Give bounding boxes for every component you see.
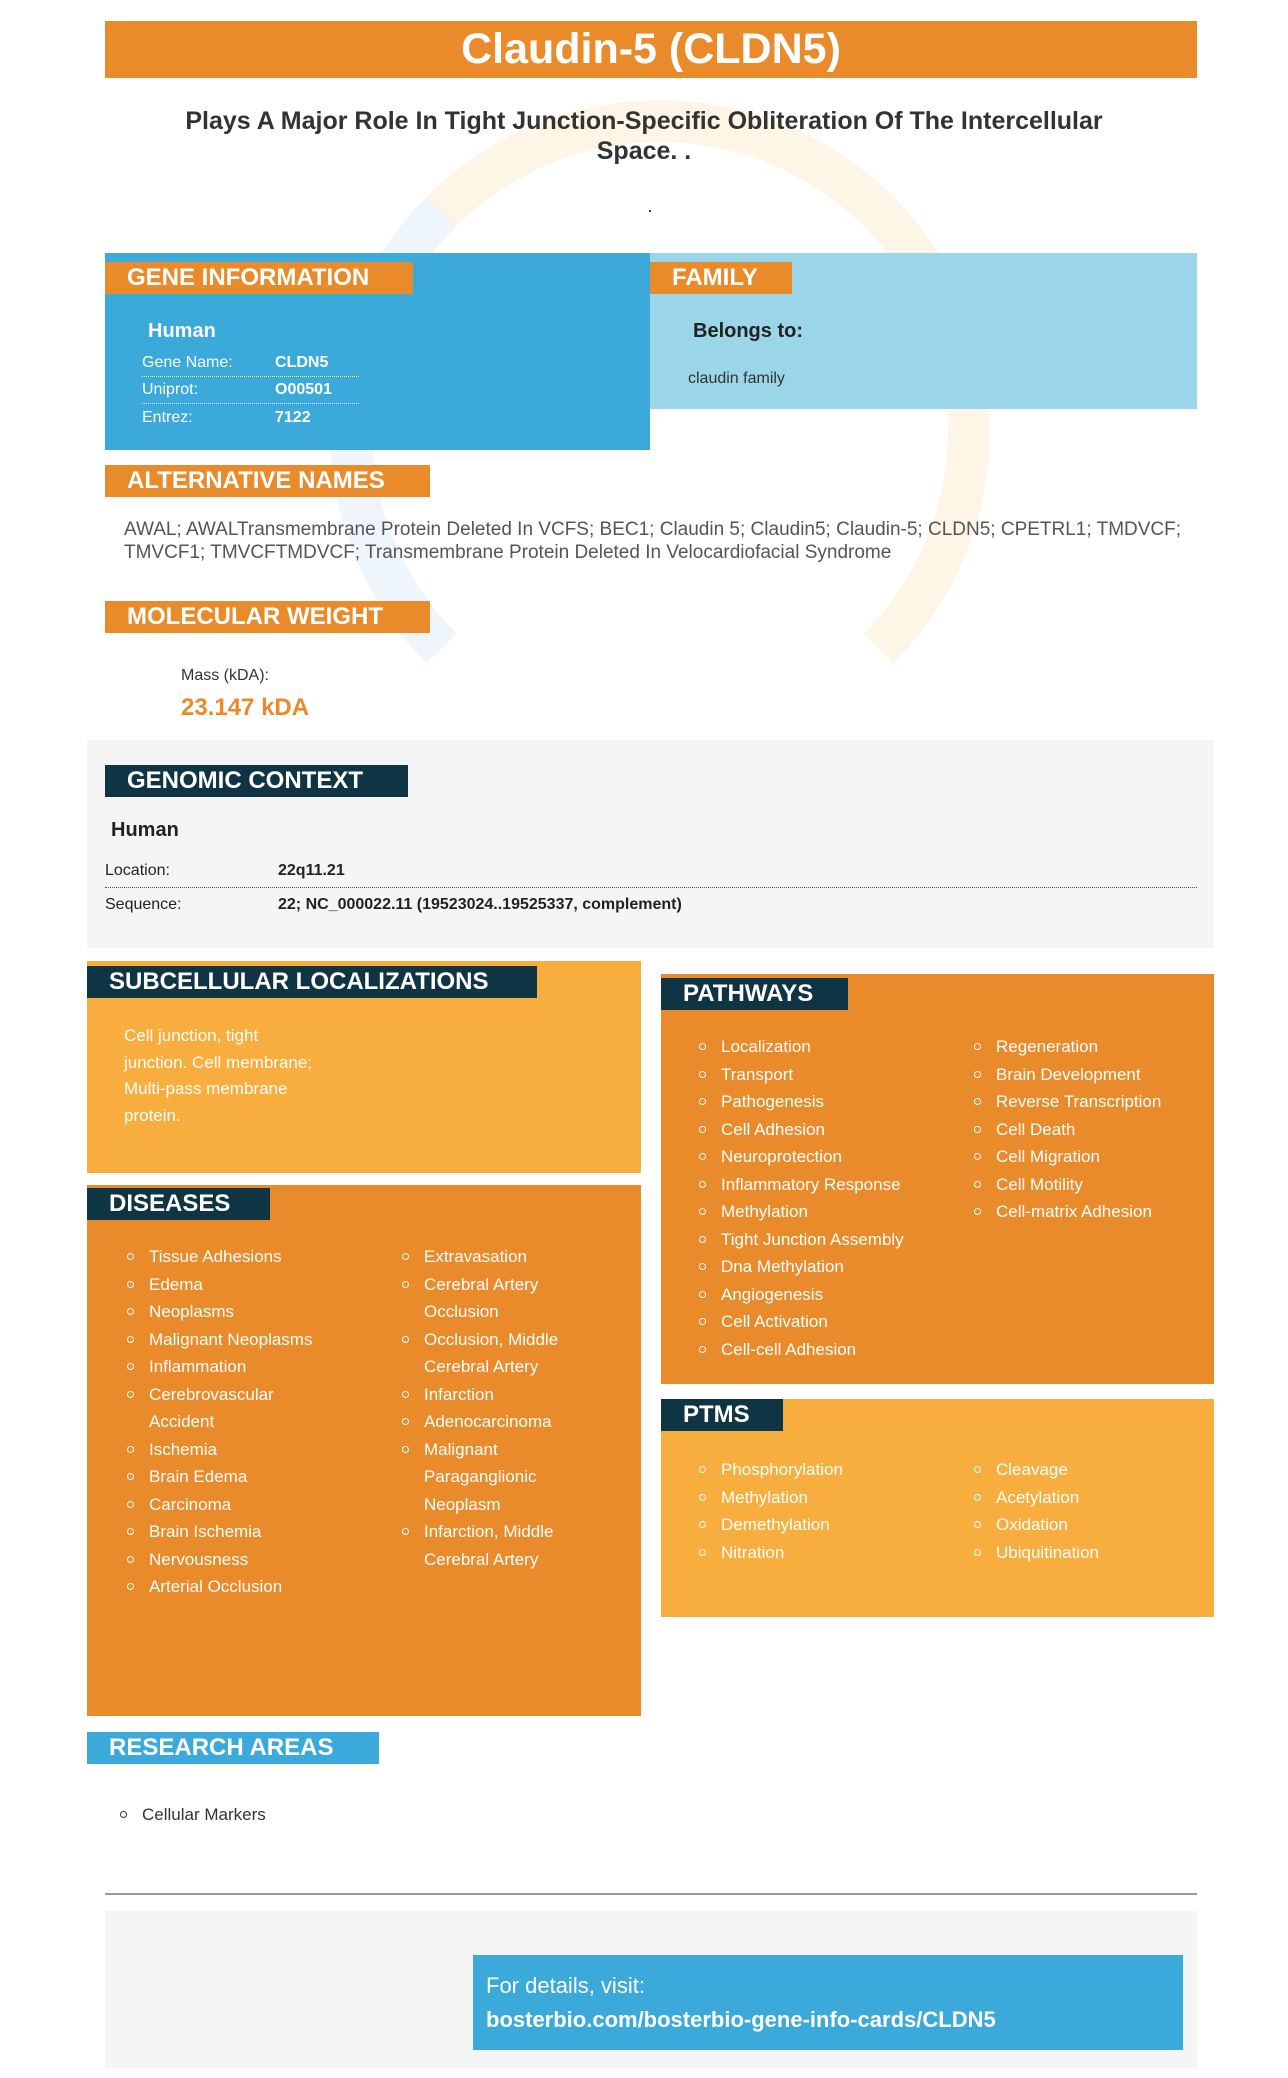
uniprot-label: Uniprot: (142, 381, 199, 398)
pathway-item: Reverse Transcription (972, 1088, 1207, 1116)
pathway-item: Transport (697, 1061, 937, 1089)
gene-information-heading: GENE INFORMATION (105, 262, 413, 294)
disease-item: Cerebrovascular Accident (125, 1381, 295, 1436)
pathway-item: Cell Motility (972, 1171, 1207, 1199)
location-row (105, 855, 1197, 888)
disease-item: Occlusion, Middle Cerebral Artery (400, 1326, 590, 1381)
disease-item: Brain Ischemia (125, 1518, 355, 1546)
alternative-names-text: AWAL; AWALTransmembrane Protein Deleted In VCFS; BEC1; Claudin 5; Claudin5; Claudin-5; CLDN5; CPETRL1; TMDVCF; TMVCF1; TMVCFTMDVCF; Transmembrane Protein Deleted In Velocardiofacial Syndrome (124, 519, 1182, 563)
diseases-list-col2 (400, 1243, 590, 1573)
ptms-heading: PTMS (661, 1399, 783, 1431)
disease-item: Nervousness (125, 1546, 355, 1574)
diseases-list-col1 (125, 1243, 355, 1601)
ptm-item: Methylation (697, 1484, 937, 1512)
pathway-item: Cell Adhesion (697, 1116, 937, 1144)
footer-divider (105, 1893, 1197, 1895)
ptm-item: Ubiquitination (972, 1539, 1207, 1567)
pathway-item: Cell Migration (972, 1143, 1207, 1171)
ptm-item: Phosphorylation (697, 1456, 937, 1484)
subcellular-line: Cell junction, tight (124, 1026, 259, 1045)
title-banner (105, 21, 1197, 78)
details-callout[interactable] (473, 1955, 1183, 2050)
disease-item: Arterial Occlusion (125, 1573, 355, 1601)
alternative-names-heading: ALTERNATIVE NAMES (105, 465, 430, 497)
gene-name-value: CLDN5 (275, 354, 329, 371)
pathway-item: Cell Death (972, 1116, 1207, 1144)
ptms-list-col1 (697, 1456, 937, 1566)
research-areas-list (118, 1801, 266, 1828)
pathway-item: Cell Activation (697, 1308, 937, 1336)
pathways-list-col2 (972, 1033, 1207, 1226)
details-link[interactable]: bosterbio.com/bosterbio-gene-info-cards/CLDN5 (486, 2007, 996, 2032)
genomic-context-heading: GENOMIC CONTEXT (105, 765, 408, 797)
molecular-weight-heading: MOLECULAR WEIGHT (105, 601, 430, 633)
family-heading: FAMILY (650, 262, 792, 294)
location-label: Location: (105, 862, 170, 879)
belongs-to-label: Belongs to: (693, 320, 803, 342)
pathway-item: Cell-matrix Adhesion (972, 1198, 1207, 1226)
disease-item: Carcinoma (125, 1491, 355, 1519)
disease-item: Neoplasms (125, 1298, 355, 1326)
subcellular-line: protein. (124, 1105, 181, 1125)
family-value: claudin family (688, 370, 785, 387)
uniprot-row (142, 377, 359, 404)
ptms-list-col2 (972, 1456, 1207, 1566)
disease-item: Extravasation (400, 1243, 590, 1271)
ptm-item: Acetylation (972, 1484, 1207, 1512)
research-area-item: Cellular Markers (118, 1801, 266, 1828)
diseases-heading: DISEASES (87, 1188, 270, 1220)
genomic-table (105, 855, 1197, 921)
subcellular-heading: SUBCELLULAR LOCALIZATIONS (87, 966, 537, 998)
pathway-item: Angiogenesis (697, 1281, 937, 1309)
subcellular-line: Multi-pass membrane (124, 1079, 288, 1098)
research-areas-heading: RESEARCH AREAS (87, 1732, 379, 1764)
disease-item: Edema (125, 1271, 355, 1299)
uniprot-value: O00501 (275, 381, 332, 398)
page-title: Claudin-5 (CLDN5) (461, 25, 841, 73)
pathways-list-col1 (697, 1033, 937, 1363)
pathway-item: Localization (697, 1033, 937, 1061)
entrez-label: Entrez: (142, 408, 193, 426)
gene-name-row (142, 350, 359, 377)
disease-item: Brain Edema (125, 1463, 355, 1491)
details-label: For details, visit: (486, 1973, 645, 1998)
pathway-item: Dna Methylation (697, 1253, 937, 1281)
disease-item: Adenocarcinoma (400, 1408, 590, 1436)
pathway-item: Brain Development (972, 1061, 1207, 1089)
disease-item: Ischemia (125, 1436, 355, 1464)
disease-item: Malignant Paraganglionic Neoplasm (400, 1436, 590, 1519)
gene-summary: Plays A Major Role In Tight Junction-Specific Obliteration Of The Intercellular Space. . (185, 107, 1103, 165)
gene-info-table (142, 350, 359, 431)
gene-name-label: Gene Name: (142, 354, 233, 371)
sequence-label: Sequence: (105, 895, 182, 913)
subcellular-line: junction. Cell membrane; (124, 1052, 313, 1072)
pathways-heading: PATHWAYS (661, 978, 848, 1010)
separator-dot (649, 210, 651, 212)
pathway-item: Cell-cell Adhesion (697, 1336, 937, 1364)
pathway-item: Pathogenesis (697, 1088, 937, 1116)
mass-label: Mass (kDA): (181, 667, 269, 684)
disease-item: Malignant Neoplasms (125, 1326, 355, 1354)
gene-species: Human (148, 320, 216, 342)
mass-value: 23.147 kDA (181, 694, 310, 721)
disease-item: Inflammation (125, 1353, 355, 1381)
disease-item: Tissue Adhesions (125, 1243, 355, 1271)
subcellular-text (124, 1023, 344, 1129)
pathway-item: Inflammatory Response (697, 1171, 937, 1199)
disease-item: Infarction, Middle Cerebral Artery (400, 1518, 590, 1573)
pathway-item: Methylation (697, 1198, 937, 1226)
pathway-item: Neuroprotection (697, 1143, 937, 1171)
entrez-value: 7122 (275, 408, 311, 426)
ptm-item: Demethylation (697, 1511, 937, 1539)
sequence-value: 22; NC_000022.11 (19523024..19525337, complement) (278, 895, 682, 913)
disease-item: Infarction (400, 1381, 590, 1409)
disease-item: Cerebral Artery Occlusion (400, 1271, 590, 1326)
ptm-item: Cleavage (972, 1456, 1207, 1484)
ptm-item: Nitration (697, 1539, 937, 1567)
pathway-item: Regeneration (972, 1033, 1207, 1061)
location-value: 22q11.21 (278, 862, 345, 879)
genomic-species: Human (111, 819, 179, 841)
sequence-row (105, 888, 1197, 921)
entrez-row (142, 404, 359, 431)
pathway-item: Tight Junction Assembly (697, 1226, 937, 1254)
ptm-item: Oxidation (972, 1511, 1207, 1539)
